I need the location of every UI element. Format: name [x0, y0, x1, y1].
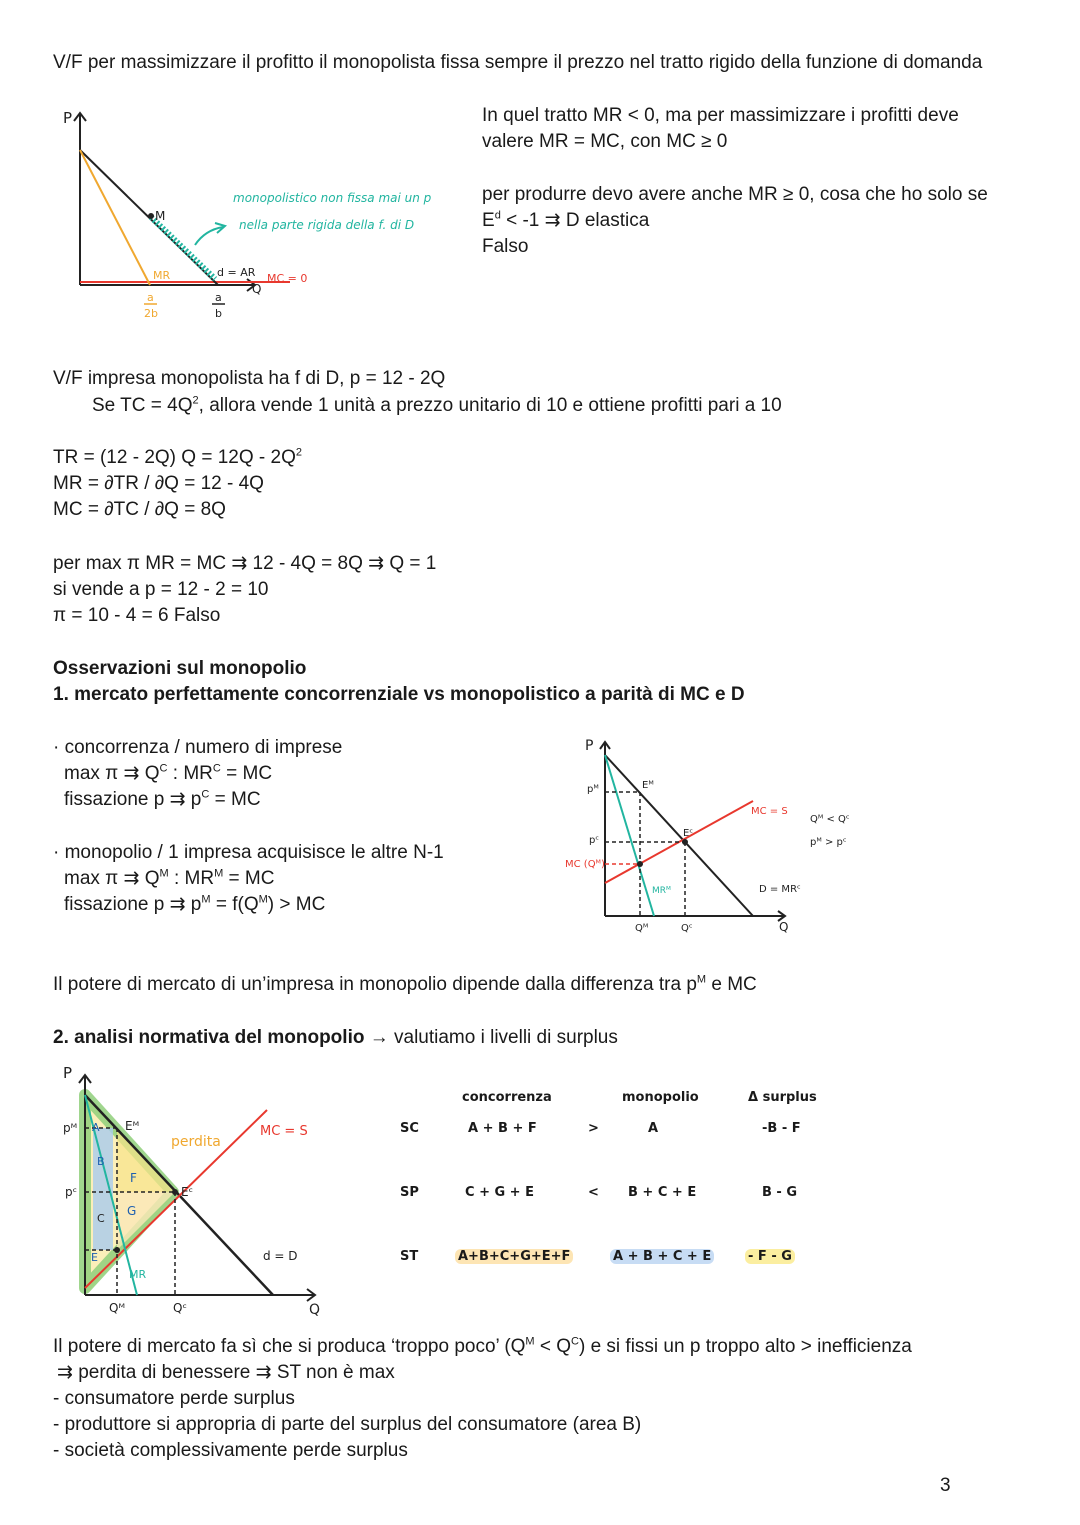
- table-row-label: ST: [400, 1249, 419, 1264]
- svg-text:M: M: [155, 209, 166, 223]
- table-row-label: SP: [400, 1185, 419, 1200]
- svg-text:nella parte rigida della f. di: nella parte rigida della f. di D: [239, 218, 415, 232]
- q1-explanation-2: valere MR = MC, con MC ≥ 0: [482, 131, 728, 152]
- svg-text:Qᴹ: Qᴹ: [635, 923, 649, 934]
- conclusion-5: - società complessivamente perde surplus: [53, 1440, 408, 1461]
- svg-text:G: G: [127, 1204, 137, 1218]
- competition-vs-monopoly-graph: [555, 730, 875, 940]
- svg-text:a: a: [147, 291, 154, 304]
- svg-text:Q: Q: [309, 1302, 321, 1318]
- table-cell: A: [648, 1121, 659, 1136]
- surplus-graph: [55, 1060, 345, 1325]
- question-2-statement: Se TC = $4Q^2$, allora vende 1 unità a prezzo unitario di 10 e ottiene profitti pari a 10: [92, 394, 782, 416]
- svg-text:A: A: [92, 1121, 100, 1134]
- table-cell: A+B+C+G+E+F: [455, 1249, 573, 1264]
- svg-text:Qᶜ: Qᶜ: [173, 1301, 187, 1315]
- svg-text:P: P: [63, 1064, 73, 1082]
- svg-text:d = D: d = D: [263, 1249, 298, 1263]
- svg-text:Eᴹ: Eᴹ: [642, 780, 654, 791]
- svg-text:Qᶜ: Qᶜ: [681, 923, 693, 934]
- svg-text:b: b: [215, 307, 222, 320]
- marginal-cost-formula: MC = ∂TC / ∂Q = 8Q: [53, 499, 226, 520]
- svg-text:MC = 0: MC = 0: [267, 272, 308, 285]
- svg-text:F: F: [130, 1171, 137, 1185]
- section-heading: Osservazioni sul monopolio: [53, 658, 307, 679]
- table-cell: A + B + F: [468, 1121, 537, 1136]
- svg-text:pᶜ: pᶜ: [589, 835, 600, 846]
- q1-explanation-1: In quel tratto MR < 0, ma per massimizzare i profitti deve: [482, 105, 959, 126]
- svg-text:pᴹ: pᴹ: [587, 784, 599, 795]
- svg-text:Qᴹ < Qᶜ: Qᴹ < Qᶜ: [810, 814, 850, 825]
- svg-text:E: E: [91, 1251, 98, 1264]
- svg-text:pᴹ > pᶜ: pᴹ > pᶜ: [810, 837, 847, 848]
- svg-text:Qᴹ: Qᴹ: [109, 1301, 125, 1315]
- svg-text:MR: MR: [129, 1268, 147, 1281]
- svg-text:Eᶜ: Eᶜ: [181, 1185, 194, 1199]
- table-header-delta: Δ surplus: [748, 1090, 817, 1105]
- svg-text:perdita: perdita: [171, 1134, 221, 1150]
- table-cell: C + G + E: [465, 1185, 534, 1200]
- svg-text:MC = S: MC = S: [751, 806, 788, 817]
- q1-explanation-4: $E^d < -1$ ⇉ D elastica: [482, 209, 650, 231]
- monopoly-price: fissazione p ⇉ $p^M = f(Q^M)$ > MC: [64, 893, 326, 915]
- competition-price: fissazione p ⇉ $p^C$ = MC: [64, 788, 261, 810]
- competition-max: max π ⇉ $Q^C$ : $MR^C$ = MC: [64, 762, 273, 784]
- conclusion-1: Il potere di mercato fa sì che si produca ‘troppo poco’ $(Q^M < Q^C)$ e si fissi un p troppo alto > inefficienza: [53, 1335, 912, 1357]
- competition-item: · concorrenza / numero di imprese: [53, 737, 343, 758]
- table-row-label: SC: [400, 1121, 419, 1136]
- svg-text:D = MRᶜ: D = MRᶜ: [759, 884, 801, 895]
- table-header-concorrenza: concorrenza: [462, 1090, 552, 1105]
- svg-text:monopolistico non fissa mai un: monopolistico non fissa mai un p: [233, 191, 432, 205]
- svg-text:P: P: [585, 738, 594, 754]
- market-power-statement: Il potere di mercato di un’impresa in monopolio dipende dalla differenza tra $p^M$ e MC: [53, 973, 757, 995]
- svg-text:a: a: [215, 291, 222, 304]
- conclusion-2: ⇉ perdita di benessere ⇉ ST non è max: [57, 1362, 395, 1383]
- table-cell: >: [588, 1121, 599, 1136]
- selling-price: si vende a p = 12 - 2 = 10: [53, 579, 269, 600]
- svg-text:MC = S: MC = S: [260, 1124, 308, 1139]
- svg-text:Eᶜ: Eᶜ: [683, 828, 694, 839]
- svg-text:pᴹ: pᴹ: [63, 1121, 78, 1135]
- table-cell: A + B + C + E: [610, 1249, 714, 1264]
- profit-result: π = 10 - 4 = 6 Falso: [53, 605, 221, 626]
- svg-text:Q: Q: [779, 920, 789, 934]
- svg-text:Q: Q: [252, 282, 262, 296]
- conclusion-4: - produttore si appropria di parte del surplus del consumatore (area B): [53, 1414, 642, 1435]
- svg-text:d = AR: d = AR: [217, 266, 256, 279]
- table-cell: - F - G: [745, 1249, 795, 1264]
- page-number: 3: [940, 1475, 951, 1496]
- table-header-monopolio: monopolio: [622, 1090, 699, 1105]
- marginal-revenue-formula: MR = ∂TR / ∂Q = 12 - 4Q: [53, 473, 264, 494]
- svg-text:Eᴹ: Eᴹ: [125, 1119, 140, 1133]
- svg-text:2b: 2b: [144, 307, 158, 320]
- svg-text:MR: MR: [153, 269, 171, 282]
- svg-text:MRᴹ: MRᴹ: [652, 886, 671, 896]
- table-cell: <: [588, 1185, 599, 1200]
- q1-answer: Falso: [482, 236, 529, 257]
- monopoly-max: max π ⇉ $Q^M$ : $MR^M$ = MC: [64, 867, 275, 889]
- conclusion-3: - consumatore perde surplus: [53, 1388, 295, 1409]
- table-cell: -B - F: [762, 1121, 801, 1136]
- table-cell: B + C + E: [628, 1185, 697, 1200]
- svg-text:MC (Qᴹ): MC (Qᴹ): [565, 859, 605, 870]
- svg-text:pᶜ: pᶜ: [65, 1185, 78, 1199]
- question-1-title: V/F per massimizzare il profitto il monopolista fissa sempre il prezzo nel tratto rigido della funzione di domanda: [53, 52, 983, 73]
- profit-max-condition: per max π MR = MC ⇉ 12 - 4Q = 8Q ⇉ Q = 1: [53, 553, 437, 574]
- table-cell: B - G: [762, 1185, 798, 1200]
- elasticity-graph: [55, 105, 475, 330]
- q1-explanation-3: per produrre devo avere anche MR ≥ 0, cosa che ho solo se: [482, 184, 988, 205]
- total-revenue-formula: TR = (12 - 2Q) $Q = 12Q - 2Q^2$: [53, 446, 302, 468]
- subsection-1-title: 1. mercato perfettamente concorrenziale vs monopolistico a parità di MC e D: [53, 684, 745, 705]
- svg-text:B: B: [97, 1155, 105, 1168]
- subsection-2-title: 2. analisi normativa del monopolio → valutiamo i livelli di surplus: [53, 1027, 618, 1048]
- monopoly-item: · monopolio / 1 impresa acquisisce le altre N-1: [53, 842, 444, 863]
- svg-text:P: P: [63, 109, 73, 127]
- svg-text:C: C: [97, 1212, 105, 1225]
- question-2-title: V/F impresa monopolista ha f di D, p = 12 - 2Q: [53, 368, 446, 389]
